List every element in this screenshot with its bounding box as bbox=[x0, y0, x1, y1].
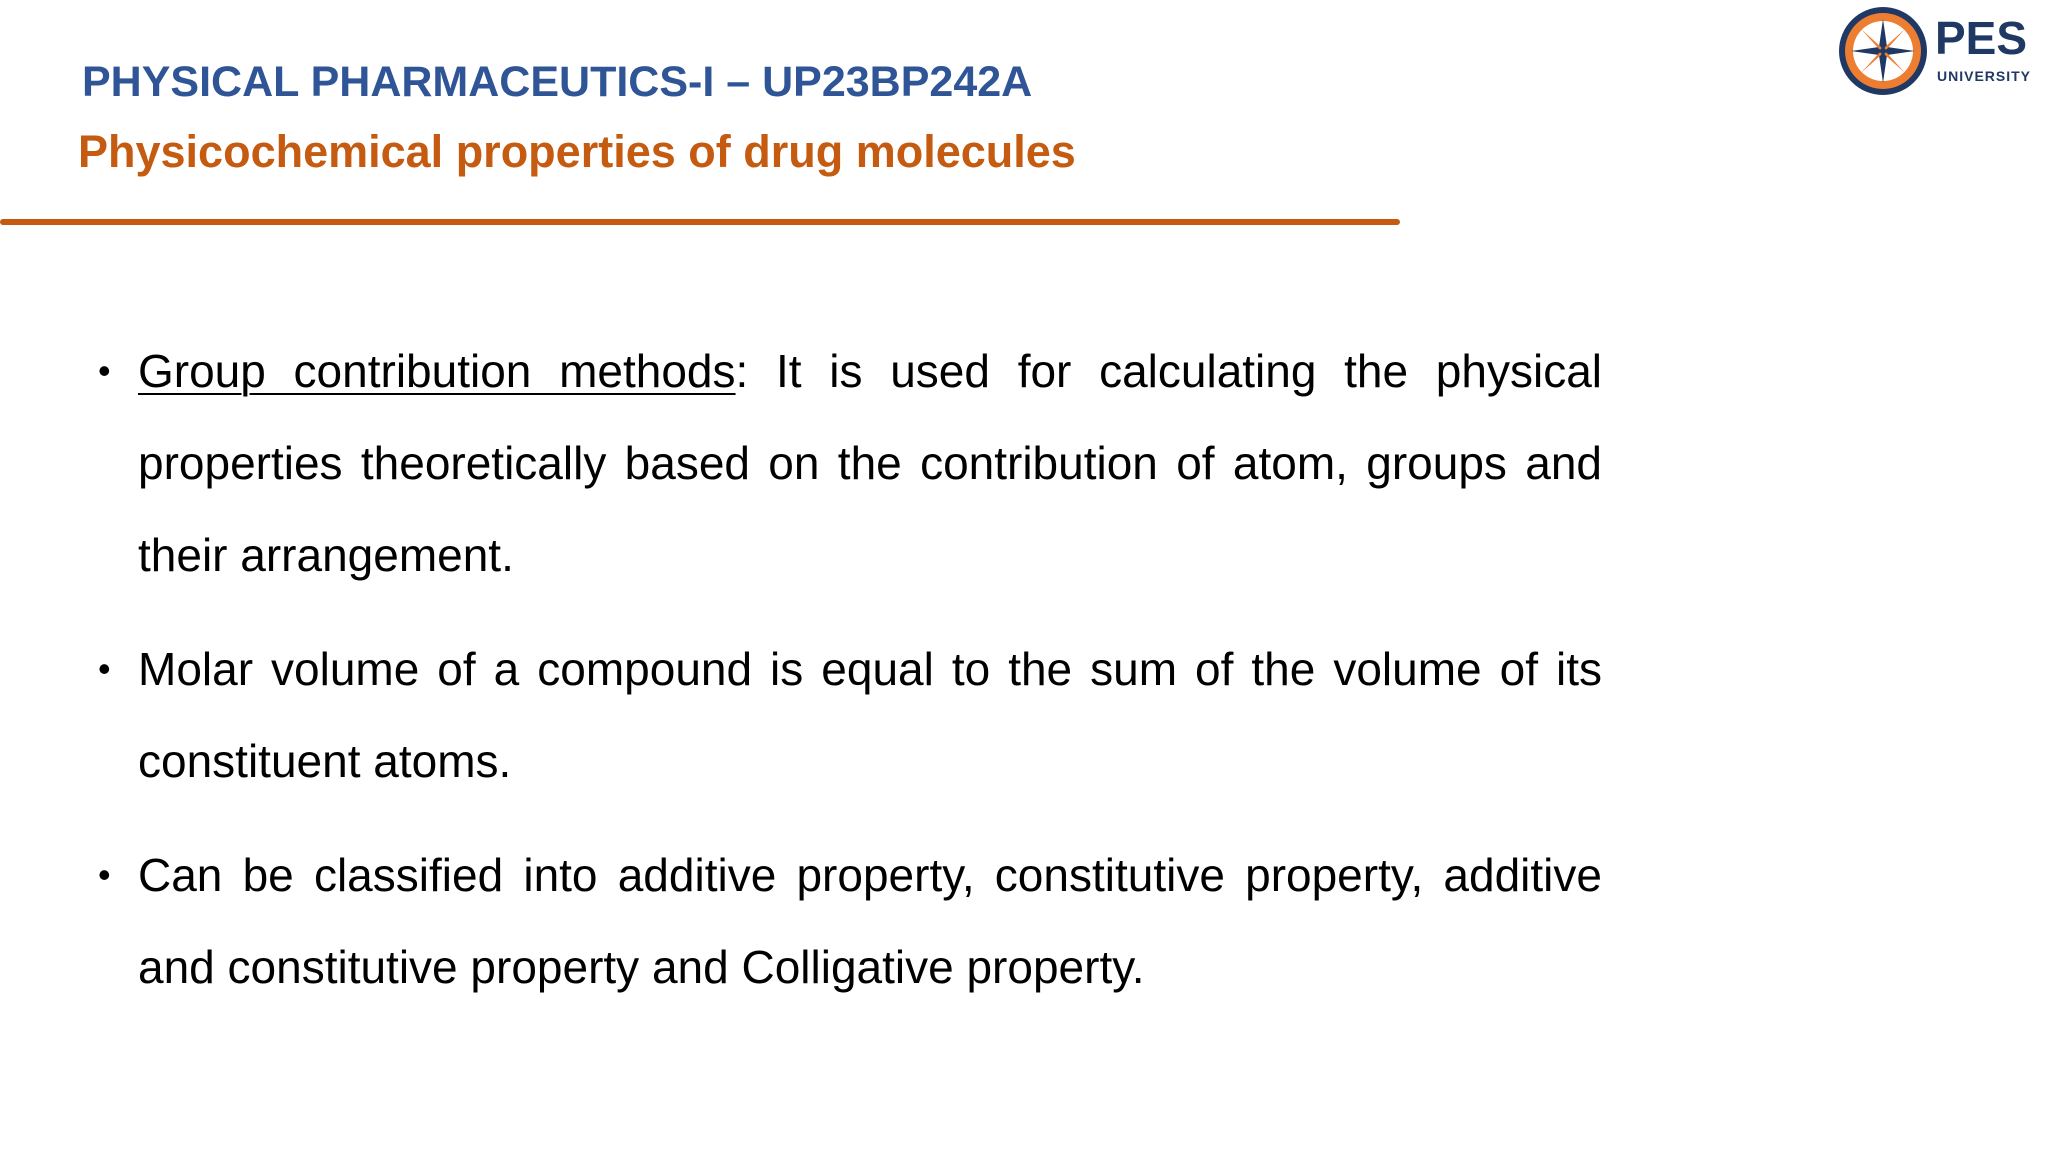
bullet-text: : It is used for calculating the physical properties theoretically based on the contribution of atom, groups and their arrangement. bbox=[138, 345, 1602, 581]
bullet-term: Group contribution methods bbox=[138, 345, 736, 397]
bullet-text: Can be classified into additive property, constitutive property, additive and constitutive property and Colligative property. bbox=[138, 849, 1602, 993]
topic-title: Physicochemical properties of drug molecules bbox=[78, 126, 1076, 177]
bullet-list bbox=[92, 325, 1602, 1035]
logo-subtitle: UNIVERSITY bbox=[1937, 68, 2032, 84]
bullet-group-contribution bbox=[92, 325, 1602, 601]
compass-emblem-icon bbox=[1839, 7, 1927, 95]
bullet-dot-icon: • bbox=[98, 350, 111, 391]
bullet-dot-icon: • bbox=[98, 854, 111, 895]
course-title: PHYSICAL PHARMACEUTICS-I – UP23BP242A bbox=[82, 58, 1033, 106]
bullet-molar-volume bbox=[92, 623, 1602, 807]
bullet-dot-icon: • bbox=[98, 648, 111, 689]
title-divider bbox=[0, 219, 1400, 225]
bullet-text: Molar volume of a compound is equal to the sum of the volume of its constituent atoms. bbox=[138, 643, 1602, 787]
bullet-classification bbox=[92, 829, 1602, 1013]
logo-name: PES bbox=[1935, 12, 2028, 64]
pes-university-logo bbox=[1834, 2, 2044, 100]
